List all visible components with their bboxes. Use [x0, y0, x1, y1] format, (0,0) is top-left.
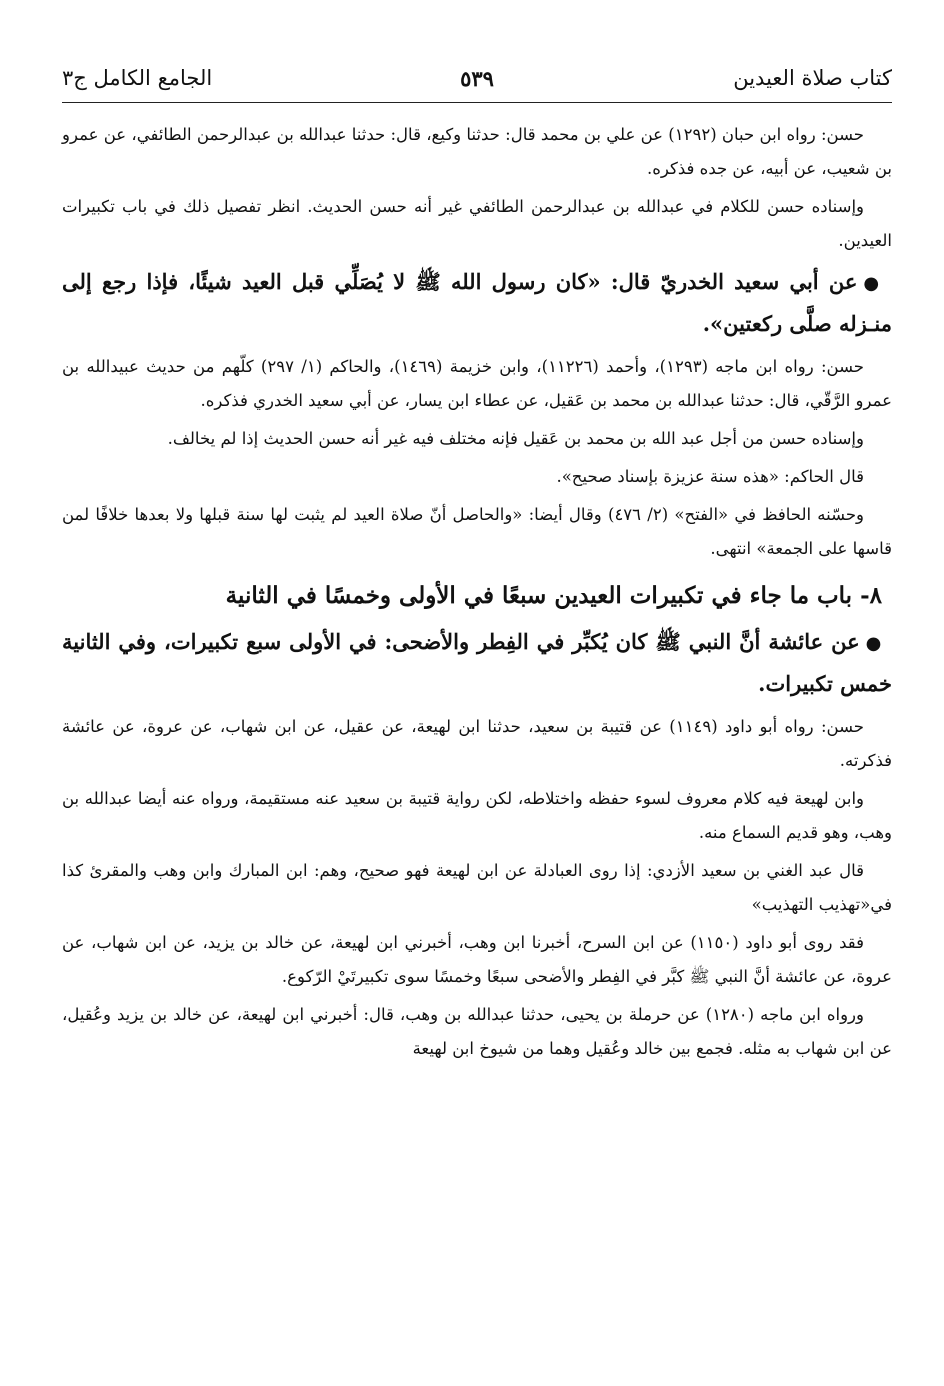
- page-number: ٥٣٩: [460, 66, 494, 91]
- book-title: الجامع الكامل ج٣: [62, 66, 213, 90]
- chapter-title: كتاب صلاة العيدين: [733, 66, 892, 90]
- running-header: [62, 62, 892, 103]
- takhrij-paragraph: وحسّنه الحافظ في «الفتح» (٢/ ٤٧٦) وقال أيضا: «والحاصل أنّ صلاة العيد لم يثبت لها سنة قبلها ولا بعدها خلافًا لمن قاسها على الجمعة» انتهى.: [62, 505, 892, 558]
- section-heading: ٨- باب ما جاء في تكبيرات العيدين سبعًا في الأولى وخمسًا في الثانية: [225, 582, 882, 609]
- bullet-icon: ●: [863, 273, 882, 294]
- hadith-text: [62, 622, 892, 704]
- takhrij-paragraph: حسن: رواه ابن حبان (١٢٩٢) عن علي بن محمد قال: حدثنا وكيع، قال: حدثنا عبدالله بن عبدالرحمن الطائفي، عن عمرو بن شعيب، عن أبيه، عن جده فذكره.: [62, 125, 892, 178]
- takhrij-paragraph: وإسناده حسن من أجل عبد الله بن محمد بن عَقيل فإنه مختلف فيه غير أنه حسن الحديث إذا لم يخالف.: [167, 429, 864, 448]
- hadith-text: [62, 262, 892, 344]
- takhrij-paragraph: ورواه ابن ماجه (١٢٨٠) عن حرملة بن يحيى، حدثنا عبدالله بن وهب، قال: أخبرني ابن لهيعة، عن خالد بن يزيد وعُقيل، عن ابن شهاب به مثله. فجمع بين خالد وعُقيل وهما من شيوخ ابن لهيعة: [62, 1005, 892, 1058]
- hadith-body: عن عائشة أنَّ النبي ﷺ كان يُكبِّر في الفِطر والأضحى: في الأولى سبع تكبيرات، وفي الثانية خمس تكبيرات.: [62, 629, 892, 696]
- takhrij-paragraph: حسن: رواه ابن ماجه (١٢٩٣)، وأحمد (١١٢٢٦)، وابن خزيمة (١٤٦٩)، والحاكم (١/ ٢٩٧) كلّهم من حديث عبيدالله بن عمرو الرَّقّي، قال: حدثنا عبدالله بن محمد بن عَقيل، عن عطاء ابن يسار، عن أبي سعيد الخدري فذكره.: [62, 357, 892, 410]
- takhrij-paragraph: فقد روى أبو داود (١١٥٠) عن ابن السرح، أخبرنا ابن وهب، أخبرني ابن لهيعة، عن خالد بن يزيد، عن ابن شهاب، عن عروة، عن عائشة أنَّ النبي ﷺ كبَّر في الفِطر والأضحى سبعًا وخمسًا سوى تكبيرتَيْ الرّكوع.: [62, 933, 892, 986]
- takhrij-paragraph: وإسناده حسن للكلام في عبدالله بن عبدالرحمن الطائفي غير أنه حسن الحديث. انظر تفصيل ذلك في باب تكبيرات العيدين.: [62, 197, 892, 250]
- takhrij-paragraph: قال الحاكم: «هذه سنة عزيزة بإسناد صحيح».: [556, 467, 864, 486]
- takhrij-paragraph: حسن: رواه أبو داود (١١٤٩) عن قتيبة بن سعيد، حدثنا ابن لهيعة، عن عقيل، عن ابن شهاب، عن عروة، عن عائشة فذكرته.: [62, 717, 892, 770]
- takhrij-paragraph: قال عبد الغني بن سعيد الأزدي: إذا روى العبادلة عن ابن لهيعة فهو صحيح، وهم: ابن المبارك وابن وهب والمقرئ كذا في«تهذيب التهذيب»: [62, 861, 892, 914]
- bullet-icon: ●: [865, 633, 882, 654]
- hadith-body: عن أبي سعيد الخدريّ قال: «كان رسول الله ﷺ لا يُصَلِّي قبل العيد شيئًا، فإذا رجع إلى منـزله صلَّى ركعتين».: [62, 269, 892, 336]
- page-body: [62, 118, 892, 1070]
- takhrij-paragraph: وابن لهيعة فيه كلام معروف لسوء حفظه واختلاطه، لكن رواية قتيبة بن سعيد عنه مستقيمة، ورواه عنه أيضا عبدالله بن وهب، وهو قديم السماع منه.: [62, 789, 892, 842]
